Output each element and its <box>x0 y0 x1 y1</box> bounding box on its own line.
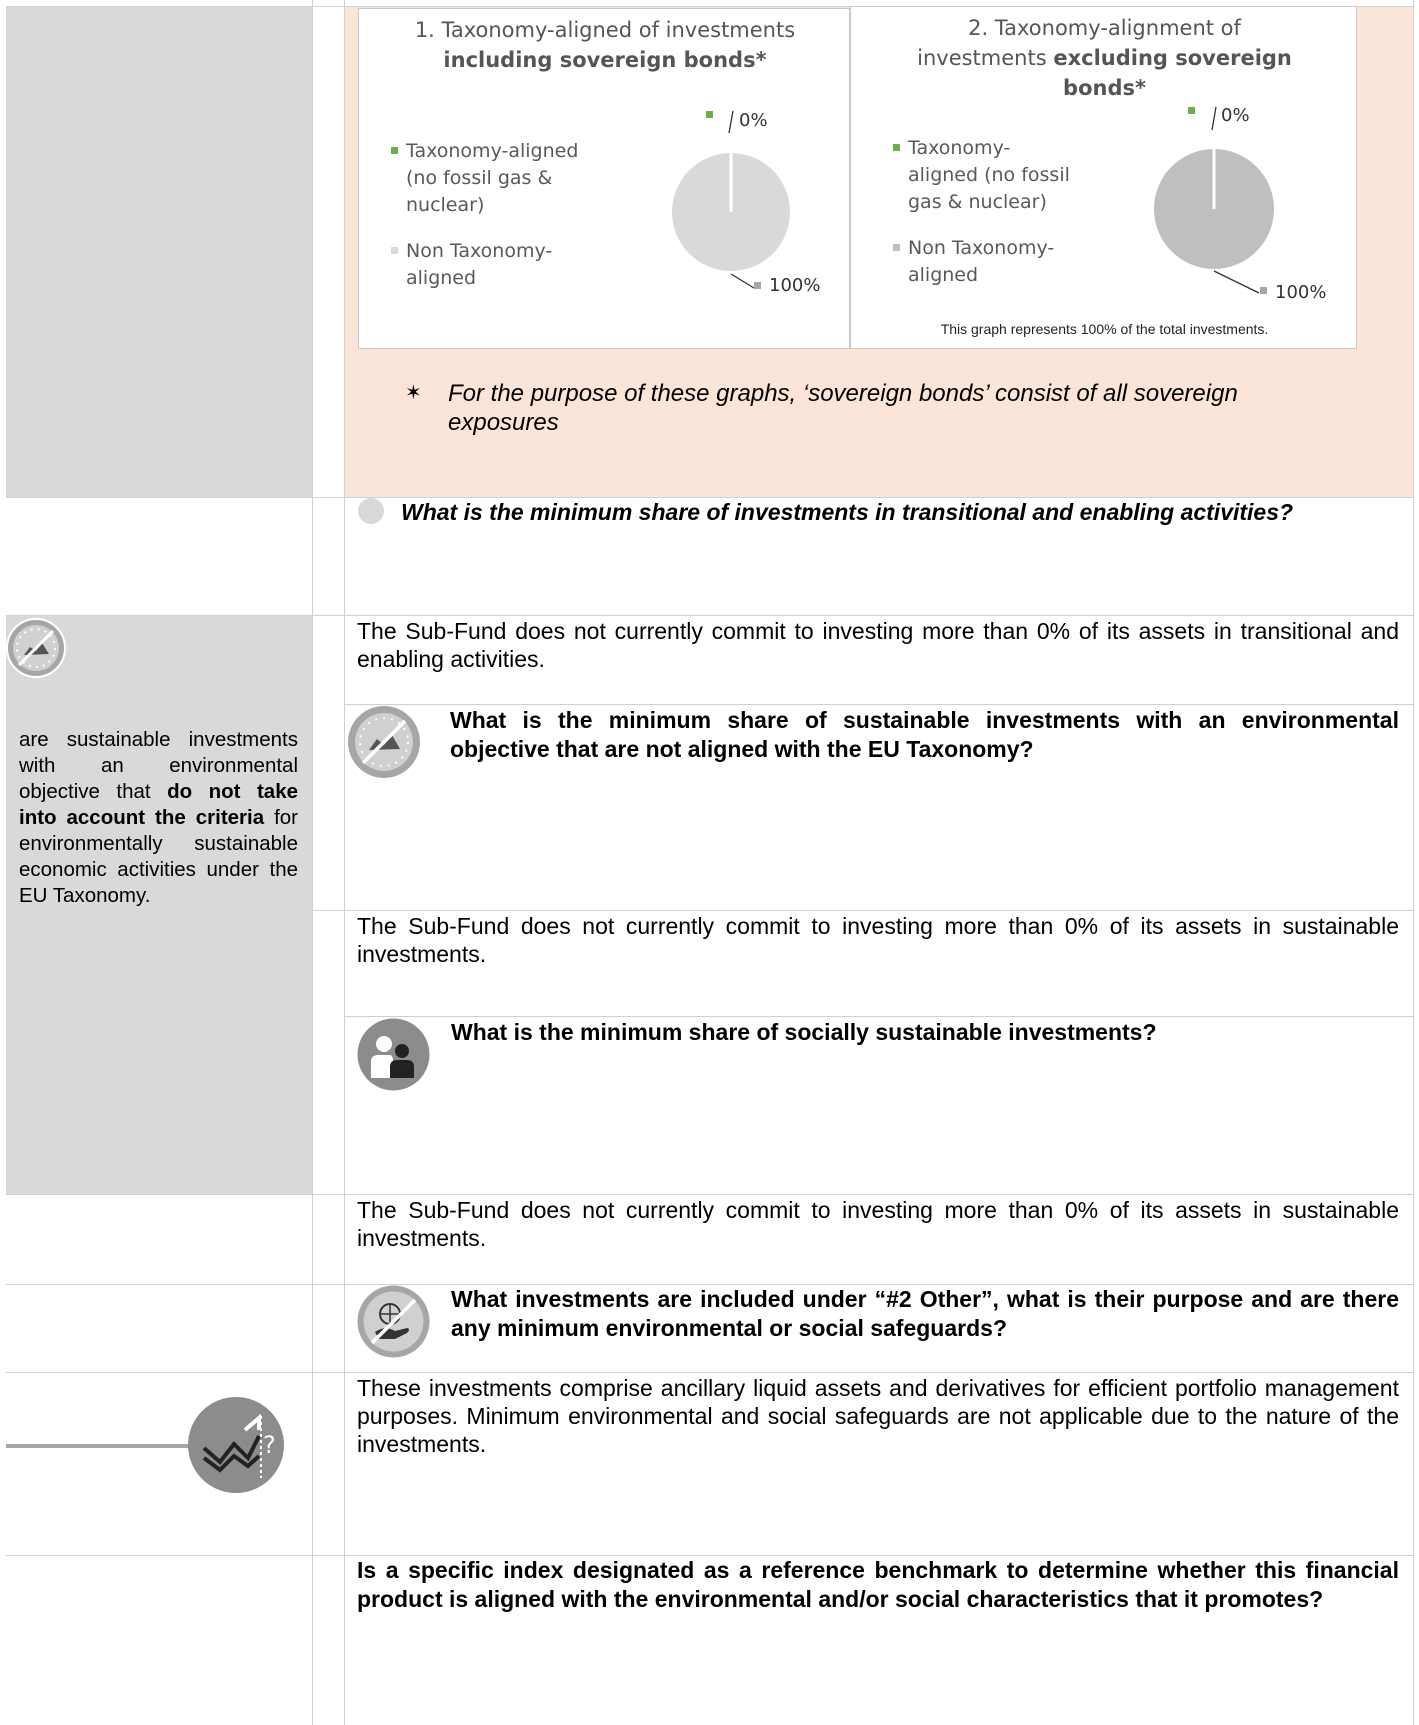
pie-chart-1 <box>358 8 850 349</box>
pie-1-label-swatch-green <box>706 111 713 118</box>
pie-1-leader-full <box>731 274 754 288</box>
chart-1-title-line2: including sovereign bonds* <box>443 48 767 72</box>
chart-2-title-line3: bonds* <box>1063 76 1146 100</box>
question-env-not-aligned: What is the minimum share of sustainable investments with an environmental objective that are not aligned with the EU Taxonomy? <box>450 707 1399 762</box>
globe-hand-crossed-icon <box>357 1285 430 1358</box>
eu-taxonomy-crossed-icon <box>5 617 67 679</box>
sidebar-note <box>19 727 298 909</box>
chart-1-title-line1: 1. Taxonomy-aligned of investments <box>414 18 796 42</box>
pie-2-leader-full <box>1214 271 1259 293</box>
pie-chart-2 <box>850 6 1357 349</box>
pie-2-label-full: 100% <box>1275 282 1327 303</box>
legend-text: Non Taxonomy- <box>908 237 1055 259</box>
footnote-line2: exposures <box>448 409 559 436</box>
legend-text: Non Taxonomy- <box>406 240 553 262</box>
social-people-icon <box>357 1018 430 1091</box>
legend-text: Taxonomy-aligned <box>406 140 579 162</box>
grid-hline <box>344 1016 1414 1017</box>
grid-hline <box>6 1372 1414 1373</box>
footnote-line1: For the purpose of these graphs, ‘sovereign bonds’ consist of all sovereign <box>448 380 1238 407</box>
chart-2-svg <box>851 7 1358 350</box>
pie-1-label-swatch-grey <box>754 282 761 289</box>
grid-hline <box>6 1194 1414 1195</box>
answer-env-not-aligned: The Sub-Fund does not currently commit to investing more than 0% of its assets in sustainable investments. <box>357 913 1399 967</box>
legend-text: nuclear) <box>406 194 485 216</box>
question-social: What is the minimum share of socially sustainable investments? <box>451 1019 1157 1045</box>
sidebar-note-bold: do not take into account the criteria <box>19 780 298 829</box>
grid-vline-2 <box>344 0 345 1725</box>
pie-2-label-zero: 0% <box>1221 105 1250 126</box>
answer-other: These investments comprise ancillary liquid assets and derivatives for efficient portfolio management purposes. Minimum environmental and social safeguards are not applicable due to the nature of the investments. <box>357 1375 1399 1457</box>
legend-text: Taxonomy- <box>908 137 1011 159</box>
legend-text: aligned <box>406 267 477 289</box>
footnote-star: ✶ <box>405 380 422 404</box>
answer-transitional: The Sub-Fund does not currently commit to investing more than 0% of its assets in transitional and enabling activities. <box>357 618 1399 672</box>
legend-text: (no fossil gas & <box>406 167 553 189</box>
chart-2-title-line2-bold: excluding sovereign <box>1053 46 1292 70</box>
bullet-circle-icon <box>358 498 384 524</box>
grid-hline <box>312 910 1414 911</box>
grid-hline <box>344 704 1414 705</box>
question-benchmark: Is a specific index designated as a reference benchmark to determine whether this financial product is aligned with the environmental and/or social characteristics that it promotes? <box>357 1557 1399 1612</box>
chart-1-svg <box>359 9 851 350</box>
chart-2-title-line1: 2. Taxonomy-alignment of <box>968 16 1241 40</box>
pie-1-label-zero: 0% <box>739 110 768 131</box>
pie-1-label-full: 100% <box>769 275 821 296</box>
chart-2-note: This graph represents 100% of the total investments. <box>940 321 1269 337</box>
pie-2-label-swatch-green <box>1188 107 1195 114</box>
pie-2-leader-zero <box>1212 107 1216 130</box>
sidebar-block-top <box>6 6 312 497</box>
grid-vline-1 <box>312 0 313 1725</box>
grid-hline <box>6 615 1414 616</box>
question-transitional: What is the minimum share of investments in transitional and enabling activities? <box>401 499 1294 525</box>
sidebar-note-text: are sustainable investments with an environmental objective that <box>19 728 298 803</box>
pie-1-leader-zero <box>729 111 733 133</box>
sidebar-note-text-end: for environmentally sustainable economic activities under the EU Taxonomy. <box>19 806 298 907</box>
pie-2-label-swatch-grey <box>1260 287 1267 294</box>
question-other: What investments are included under “#2 Other”, what is their purpose and are there any minimum environmental or social safeguards? <box>451 1286 1399 1341</box>
svg-text:?: ? <box>263 1431 276 1459</box>
grid-vline-3 <box>1413 0 1414 1725</box>
answer-social: The Sub-Fund does not currently commit to investing more than 0% of its assets in sustainable investments. <box>357 1197 1399 1251</box>
benchmark-chart-question-icon <box>187 1396 285 1494</box>
chart-2-title-line2: investments <box>917 46 1054 70</box>
legend-text: aligned (no fossil <box>908 164 1070 186</box>
footnote-text <box>448 379 1378 437</box>
benchmark-connector-line <box>6 1444 196 1448</box>
legend-text: gas & nuclear) <box>908 191 1047 213</box>
legend-text: aligned <box>908 264 979 286</box>
eu-taxonomy-crossed-icon <box>347 705 421 779</box>
